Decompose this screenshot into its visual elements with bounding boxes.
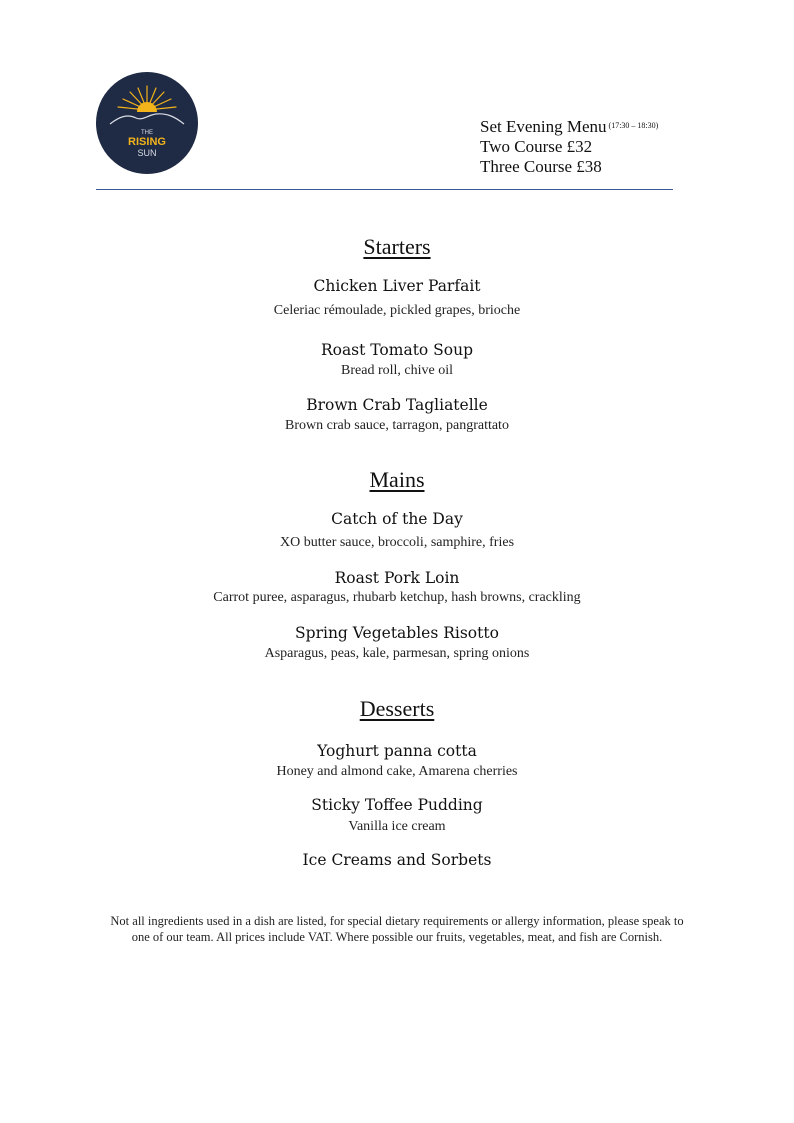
dish-description: Honey and almond cake, Amarena cherries: [276, 764, 518, 779]
section-title-mains: Mains: [369, 467, 425, 492]
menu-title-line: [480, 116, 658, 137]
section-title-desserts: Desserts: [359, 696, 435, 721]
header-divider: [96, 189, 673, 190]
svg-text:RISING: RISING: [128, 136, 166, 148]
svg-text:THE: THE: [141, 130, 153, 136]
menu-title: Set Evening Menu: [480, 117, 607, 136]
dish-description: Asparagus, peas, kale, parmesan, spring onions: [264, 646, 530, 661]
dish-description: Brown crab sauce, tarragon, pangrattato: [285, 418, 509, 433]
dish-name: Spring Vegetables Risotto: [295, 624, 499, 642]
dish-name: Yoghurt panna cotta: [317, 742, 477, 760]
dish-description: Carrot puree, asparagus, rhubarb ketchup, hash browns, crackling: [213, 590, 581, 605]
dish-description: Bread roll, chive oil: [341, 363, 453, 378]
dish-description: Celeriac rémoulade, pickled grapes, brioche: [273, 303, 521, 318]
menu-hours: (17:30 – 18:30): [608, 121, 659, 130]
two-course-price: Two Course £32: [480, 137, 593, 156]
three-course-price: Three Course £38: [480, 157, 602, 176]
allergy-notice: [90, 913, 704, 945]
svg-text:SUN: SUN: [137, 148, 157, 158]
allergy-notice-line: Not all ingredients used in a dish are listed, for special dietary requirements or allergy information, please speak to: [110, 914, 684, 928]
the-rising-sun-logo: [96, 72, 198, 174]
dish-name: Brown Crab Tagliatelle: [306, 396, 488, 414]
allergy-notice-line: one of our team. All prices include VAT. Where possible our fruits, vegetables, meat, and fish are Cornish.: [131, 930, 663, 944]
menu-header: [480, 116, 658, 177]
dish-name: Sticky Toffee Pudding: [311, 796, 483, 814]
dish-description: Vanilla ice cream: [348, 819, 446, 834]
dish-description: XO butter sauce, broccoli, samphire, fries: [279, 535, 515, 550]
section-title-starters: Starters: [363, 234, 431, 259]
dish-name: Roast Tomato Soup: [320, 341, 474, 359]
dish-name: Chicken Liver Parfait: [313, 277, 481, 295]
dish-name: Ice Creams and Sorbets: [302, 851, 492, 869]
dish-name: Roast Pork Loin: [334, 569, 460, 587]
dish-name: Catch of the Day: [331, 510, 463, 528]
